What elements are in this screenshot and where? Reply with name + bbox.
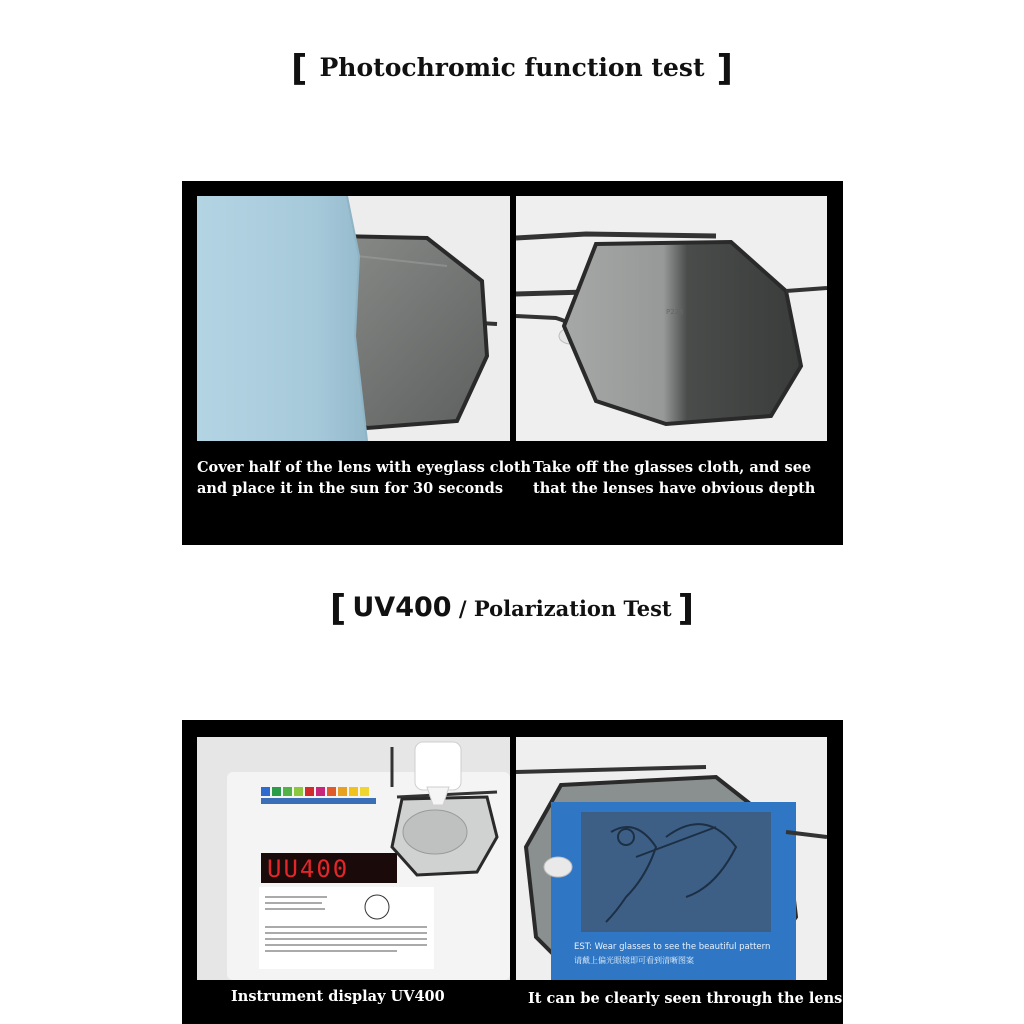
caption-line: and place it in the sun for 30 seconds xyxy=(197,480,503,497)
photochromic-title xyxy=(0,48,1024,89)
caption-line: that the lenses have obvious depth xyxy=(533,480,816,497)
uv-right-caption: It can be clearly seen through the lens xyxy=(528,990,843,1007)
polarization-illustration xyxy=(516,737,827,980)
caption-line: Cover half of the lens with eyeglass cloth xyxy=(197,459,532,476)
polarization-title-text: / Polarization Test xyxy=(451,596,672,621)
photo-uv-instrument xyxy=(197,737,510,980)
title-bracket-open: [ xyxy=(329,588,347,629)
uv-instrument-illustration xyxy=(197,737,510,980)
card-instruction-cn: 请戴上偏光眼镜即可看到清晰图案 xyxy=(574,956,694,965)
photochromic-title-text: Photochromic function test xyxy=(319,53,705,82)
photochromic-left-caption xyxy=(197,457,531,499)
photo-uncovered-lens xyxy=(516,196,827,441)
photochromic-panel xyxy=(182,181,843,545)
uncovered-lens-illustration xyxy=(516,196,827,441)
photo-polarization-card xyxy=(516,737,827,980)
card-instruction: EST: Wear glasses to see the beautiful pattern xyxy=(574,942,771,952)
photochromic-right-caption xyxy=(533,457,815,499)
title-bracket-close: ] xyxy=(677,588,695,629)
covered-lens-illustration xyxy=(197,196,510,441)
caption-line: Take off the glasses cloth, and see xyxy=(533,459,812,476)
uv-test-panel xyxy=(182,720,843,1024)
led-readout: UU400 xyxy=(267,855,350,883)
uv400-title-text: UV400 xyxy=(352,592,452,623)
photo-covered-lens xyxy=(197,196,510,441)
title-bracket-open: [ xyxy=(291,48,308,89)
uv-left-caption: Instrument display UV400 xyxy=(231,988,445,1005)
title-bracket-close: ] xyxy=(716,48,733,89)
uv-polarization-title xyxy=(0,588,1024,629)
svg-text:P226: P226 xyxy=(666,308,684,316)
